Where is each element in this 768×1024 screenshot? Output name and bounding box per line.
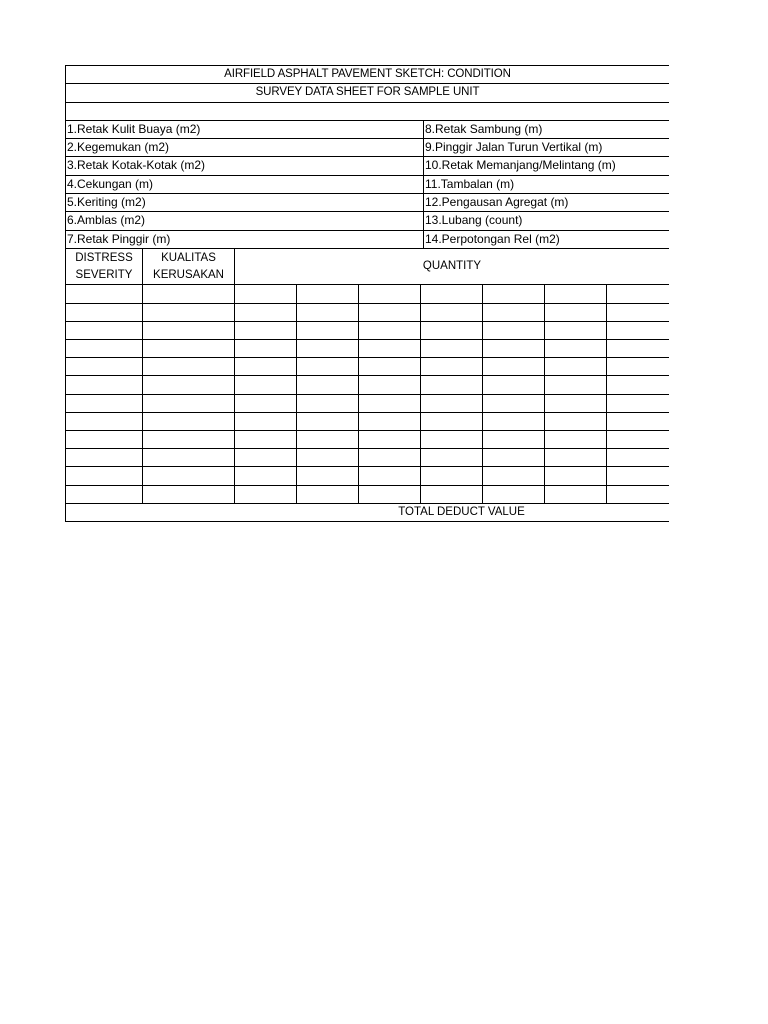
severity-cell[interactable] (66, 413, 143, 430)
total-deduct-value-row (66, 504, 669, 522)
distress-type-left: 1.Retak Kulit Buaya (m2) (66, 121, 424, 138)
quantity-cell[interactable] (297, 376, 359, 393)
quantity-cell[interactable] (359, 486, 421, 503)
quantity-cell[interactable] (359, 340, 421, 357)
distress-type-left: 5.Keriting (m2) (66, 194, 424, 211)
distress-type-right: 12.Pengausan Agregat (m) (425, 195, 569, 210)
distress-type-row (66, 212, 669, 230)
quantity-cell[interactable] (421, 304, 483, 321)
distress-type-right: 10.Retak Memanjang/Melintang (m) (425, 158, 616, 173)
quantity-cell[interactable] (421, 376, 483, 393)
title-row-1 (66, 66, 669, 84)
severity-cell[interactable] (66, 376, 143, 393)
quantity-cell[interactable] (483, 304, 545, 321)
kualitas-cell[interactable] (143, 413, 235, 430)
kualitas-cell[interactable] (143, 395, 235, 412)
quantity-cell[interactable] (359, 304, 421, 321)
quantity-cell[interactable] (607, 340, 669, 357)
quantity-cell[interactable] (483, 376, 545, 393)
table-row (66, 431, 669, 449)
severity-cell[interactable] (66, 340, 143, 357)
severity-cell[interactable] (66, 467, 143, 484)
quantity-cell[interactable] (421, 449, 483, 466)
distress-type-left: 7.Retak Pinggir (m) (66, 231, 424, 248)
distress-type-left: 4.Cekungan (m) (66, 176, 424, 193)
quantity-cell[interactable] (235, 304, 297, 321)
table-row (66, 322, 669, 340)
quantity-cell[interactable] (421, 413, 483, 430)
kualitas-cell[interactable] (143, 449, 235, 466)
distress-type-row (66, 121, 669, 139)
quantity-cell[interactable] (359, 358, 421, 375)
severity-cell[interactable] (66, 486, 143, 503)
sheet-title-line-1: AIRFIELD ASPHALT PAVEMENT SKETCH: CONDITION (224, 68, 511, 80)
quantity-cell[interactable] (297, 431, 359, 448)
quantity-cell[interactable] (421, 340, 483, 357)
kualitas-cell[interactable] (143, 358, 235, 375)
quantity-cell[interactable] (607, 431, 669, 448)
quantity-cell[interactable] (545, 376, 607, 393)
distress-type-left: 3.Retak Kotak-Kotak (m2) (66, 157, 424, 174)
data-grid (66, 285, 669, 503)
quantity-cell[interactable] (483, 449, 545, 466)
quantity-cell[interactable] (235, 395, 297, 412)
quantity-cell[interactable] (607, 376, 669, 393)
quantity-cell[interactable] (483, 467, 545, 484)
quantity-cell[interactable] (607, 486, 669, 503)
table-row (66, 413, 669, 431)
kualitas-kerusakan-header-line-1: KUALITAS (161, 251, 216, 264)
quantity-cell[interactable] (297, 358, 359, 375)
quantity-cell[interactable] (545, 395, 607, 412)
quantity-cell[interactable] (483, 486, 545, 503)
quantity-cell[interactable] (607, 322, 669, 339)
quantity-cell[interactable] (607, 304, 669, 321)
kualitas-kerusakan-header-line-2: KERUSAKAN (153, 268, 224, 281)
quantity-cell[interactable] (297, 285, 359, 302)
quantity-cell[interactable] (297, 322, 359, 339)
quantity-cell[interactable] (545, 304, 607, 321)
quantity-cell[interactable] (297, 413, 359, 430)
quantity-cell[interactable] (483, 340, 545, 357)
quantity-cell[interactable] (235, 358, 297, 375)
title-row-2 (66, 84, 669, 102)
quantity-cell[interactable] (297, 395, 359, 412)
quantity-cell[interactable] (607, 467, 669, 484)
quantity-cell[interactable] (359, 395, 421, 412)
table-row (66, 358, 669, 376)
table-row (66, 395, 669, 413)
quantity-cell[interactable] (235, 376, 297, 393)
quantity-cell[interactable] (421, 358, 483, 375)
quantity-cell[interactable] (545, 413, 607, 430)
quantity-cell[interactable] (607, 449, 669, 466)
quantity-cell[interactable] (421, 431, 483, 448)
table-row (66, 340, 669, 358)
distress-severity-header-line-1: DISTRESS (75, 251, 133, 264)
quantity-cell[interactable] (483, 285, 545, 302)
distress-type-row (66, 194, 669, 212)
severity-cell[interactable] (66, 358, 143, 375)
total-deduct-value-label: TOTAL DEDUCT VALUE (398, 505, 525, 518)
blank-cell[interactable] (66, 103, 669, 120)
quantity-cell[interactable] (359, 431, 421, 448)
quantity-cell[interactable] (359, 322, 421, 339)
kualitas-cell[interactable] (143, 340, 235, 357)
survey-data-sheet (65, 65, 669, 522)
distress-type-row (66, 139, 669, 157)
quantity-cell[interactable] (421, 467, 483, 484)
quantity-cell[interactable] (235, 322, 297, 339)
quantity-cell[interactable] (545, 467, 607, 484)
quantity-cell[interactable] (235, 449, 297, 466)
distress-type-row (66, 157, 669, 175)
distress-type-right: 11.Tambalan (m) (425, 176, 515, 191)
distress-severity-header (66, 249, 143, 285)
quantity-cell[interactable] (421, 322, 483, 339)
quantity-cell[interactable] (297, 486, 359, 503)
distress-type-right: 13.Lubang (count) (425, 213, 523, 228)
quantity-cell[interactable] (545, 449, 607, 466)
quantity-cell[interactable] (235, 431, 297, 448)
quantity-cell[interactable] (483, 322, 545, 339)
quantity-cell[interactable] (297, 304, 359, 321)
quantity-cell[interactable] (483, 413, 545, 430)
distress-type-right: 9.Pinggir Jalan Turun Vertikal (m) (425, 140, 603, 155)
quantity-cell[interactable] (483, 358, 545, 375)
quantity-cell[interactable] (359, 413, 421, 430)
quantity-cell[interactable] (545, 285, 607, 302)
quantity-cell[interactable] (297, 340, 359, 357)
blank-row (66, 103, 669, 121)
table-row (66, 376, 669, 394)
quantity-cell[interactable] (235, 467, 297, 484)
quantity-cell[interactable] (359, 467, 421, 484)
kualitas-cell[interactable] (143, 486, 235, 503)
distress-type-list (66, 121, 669, 249)
quantity-cell[interactable] (607, 358, 669, 375)
kualitas-cell[interactable] (143, 304, 235, 321)
distress-type-left: 2.Kegemukan (m2) (66, 139, 424, 156)
distress-type-row (66, 231, 669, 249)
distress-severity-header-line-2: SEVERITY (75, 268, 133, 281)
severity-cell[interactable] (66, 285, 143, 302)
quantity-cell[interactable] (545, 486, 607, 503)
distress-type-right: 14.Perpotongan Rel (m2) (425, 231, 560, 246)
distress-type-row (66, 176, 669, 194)
table-row (66, 449, 669, 467)
quantity-cell[interactable] (545, 431, 607, 448)
quantity-cell[interactable] (607, 413, 669, 430)
quantity-cell[interactable] (359, 285, 421, 302)
table-row (66, 467, 669, 485)
kualitas-cell[interactable] (143, 431, 235, 448)
quantity-cell[interactable] (421, 395, 483, 412)
quantity-cell[interactable] (235, 285, 297, 302)
distress-type-right: 8.Retak Sambung (m) (425, 121, 543, 136)
quantity-cell[interactable] (421, 285, 483, 302)
table-header-row (66, 249, 669, 286)
severity-cell[interactable] (66, 431, 143, 448)
quantity-cell[interactable] (235, 413, 297, 430)
kualitas-kerusakan-header (143, 249, 235, 285)
severity-cell[interactable] (66, 449, 143, 466)
distress-type-left: 6.Amblas (m2) (66, 212, 424, 229)
kualitas-cell[interactable] (143, 322, 235, 339)
quantity-cell[interactable] (359, 449, 421, 466)
quantity-cell[interactable] (483, 431, 545, 448)
table-row (66, 486, 669, 504)
table-row (66, 285, 669, 303)
severity-cell[interactable] (66, 322, 143, 339)
quantity-header: QUANTITY (422, 259, 482, 272)
quantity-cell[interactable] (483, 395, 545, 412)
quantity-cell[interactable] (607, 395, 669, 412)
severity-cell[interactable] (66, 304, 143, 321)
quantity-cell[interactable] (421, 486, 483, 503)
quantity-cell[interactable] (545, 358, 607, 375)
quantity-cell[interactable] (607, 285, 669, 302)
sheet-title-line-2: SURVEY DATA SHEET FOR SAMPLE UNIT (255, 86, 480, 99)
quantity-cell[interactable] (235, 486, 297, 503)
quantity-cell[interactable] (235, 340, 297, 357)
kualitas-cell[interactable] (143, 376, 235, 393)
kualitas-cell[interactable] (143, 285, 235, 302)
severity-cell[interactable] (66, 395, 143, 412)
quantity-cell[interactable] (297, 467, 359, 484)
quantity-cell[interactable] (545, 322, 607, 339)
quantity-cell[interactable] (545, 340, 607, 357)
quantity-cell[interactable] (359, 376, 421, 393)
kualitas-cell[interactable] (143, 467, 235, 484)
table-row (66, 304, 669, 322)
quantity-cell[interactable] (297, 449, 359, 466)
